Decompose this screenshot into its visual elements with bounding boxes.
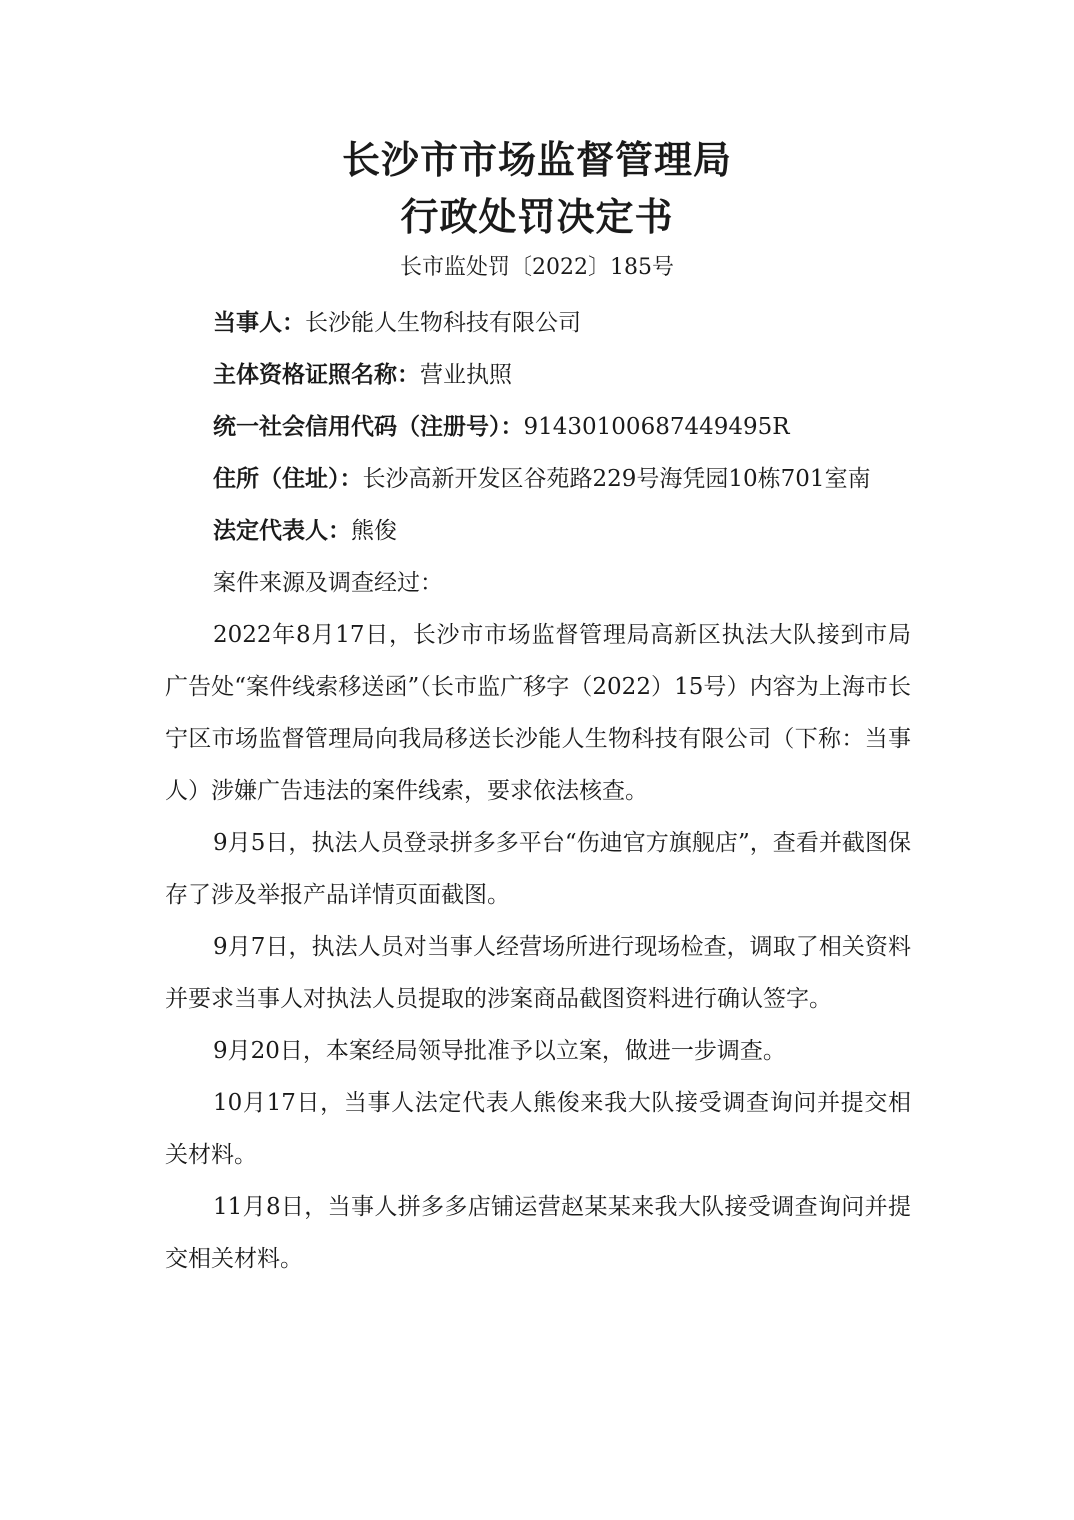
document-title-type: 行政处罚决定书 xyxy=(400,195,674,239)
section-heading: 案件来源及调查经过： xyxy=(213,570,443,596)
legal-rep-value: 熊俊 xyxy=(351,518,397,544)
body-paragraph: 2022年8月17日，长沙市市场监督管理局高新区执法大队接到市局广告处“案件线索移送函”（长市监广移字（2022）15号）内容为上海市长宁区市场监督管理局向我局移送长沙能人生物科技有限公司（下称：当事人）涉嫌广告违法的案件线索，要求依法核查。 xyxy=(165,622,911,804)
legal-rep-field xyxy=(165,505,911,557)
document-number: 长市监处罚〔2022〕185号 xyxy=(400,255,674,280)
credit-code-value: 91430100687449495R xyxy=(523,414,790,440)
credit-code-label: 统一社会信用代码（注册号）： xyxy=(213,414,524,440)
body-paragraph: 9月7日，执法人员对当事人经营场所进行现场检查，调取了相关资料并要求当事人对执法人员提取的涉案商品截图资料进行确认签字。 xyxy=(165,934,911,1012)
party-label: 当事人： xyxy=(213,310,305,336)
credit-code-field xyxy=(165,401,911,453)
document-title-agency: 长沙市市场监督管理局 xyxy=(341,138,732,182)
party-value: 长沙能人生物科技有限公司 xyxy=(305,310,581,336)
document-body xyxy=(165,297,911,1285)
license-name-value: 营业执照 xyxy=(420,362,512,388)
address-field xyxy=(165,453,911,505)
license-name-field xyxy=(165,349,911,401)
legal-rep-label: 法定代表人： xyxy=(213,518,351,544)
body-paragraph: 9月20日，本案经局领导批准予以立案，做进一步调查。 xyxy=(213,1038,786,1064)
body-paragraph: 11月8日，当事人拼多多店铺运营赵某某来我大队接受调查询问并提交相关材料。 xyxy=(165,1194,911,1272)
party-field xyxy=(165,297,911,349)
address-value: 长沙高新开发区谷苑路229号海凭园10栋701室南 xyxy=(362,466,871,492)
body-paragraph: 9月5日，执法人员登录拼多多平台“伤迪官方旗舰店”，查看并截图保存了涉及举报产品详情页面截图。 xyxy=(165,830,911,908)
license-name-label: 主体资格证照名称： xyxy=(213,362,420,388)
body-paragraph: 10月17日，当事人法定代表人熊俊来我大队接受调查询问并提交相关材料。 xyxy=(165,1090,911,1168)
address-label: 住所（住址）： xyxy=(213,466,363,492)
